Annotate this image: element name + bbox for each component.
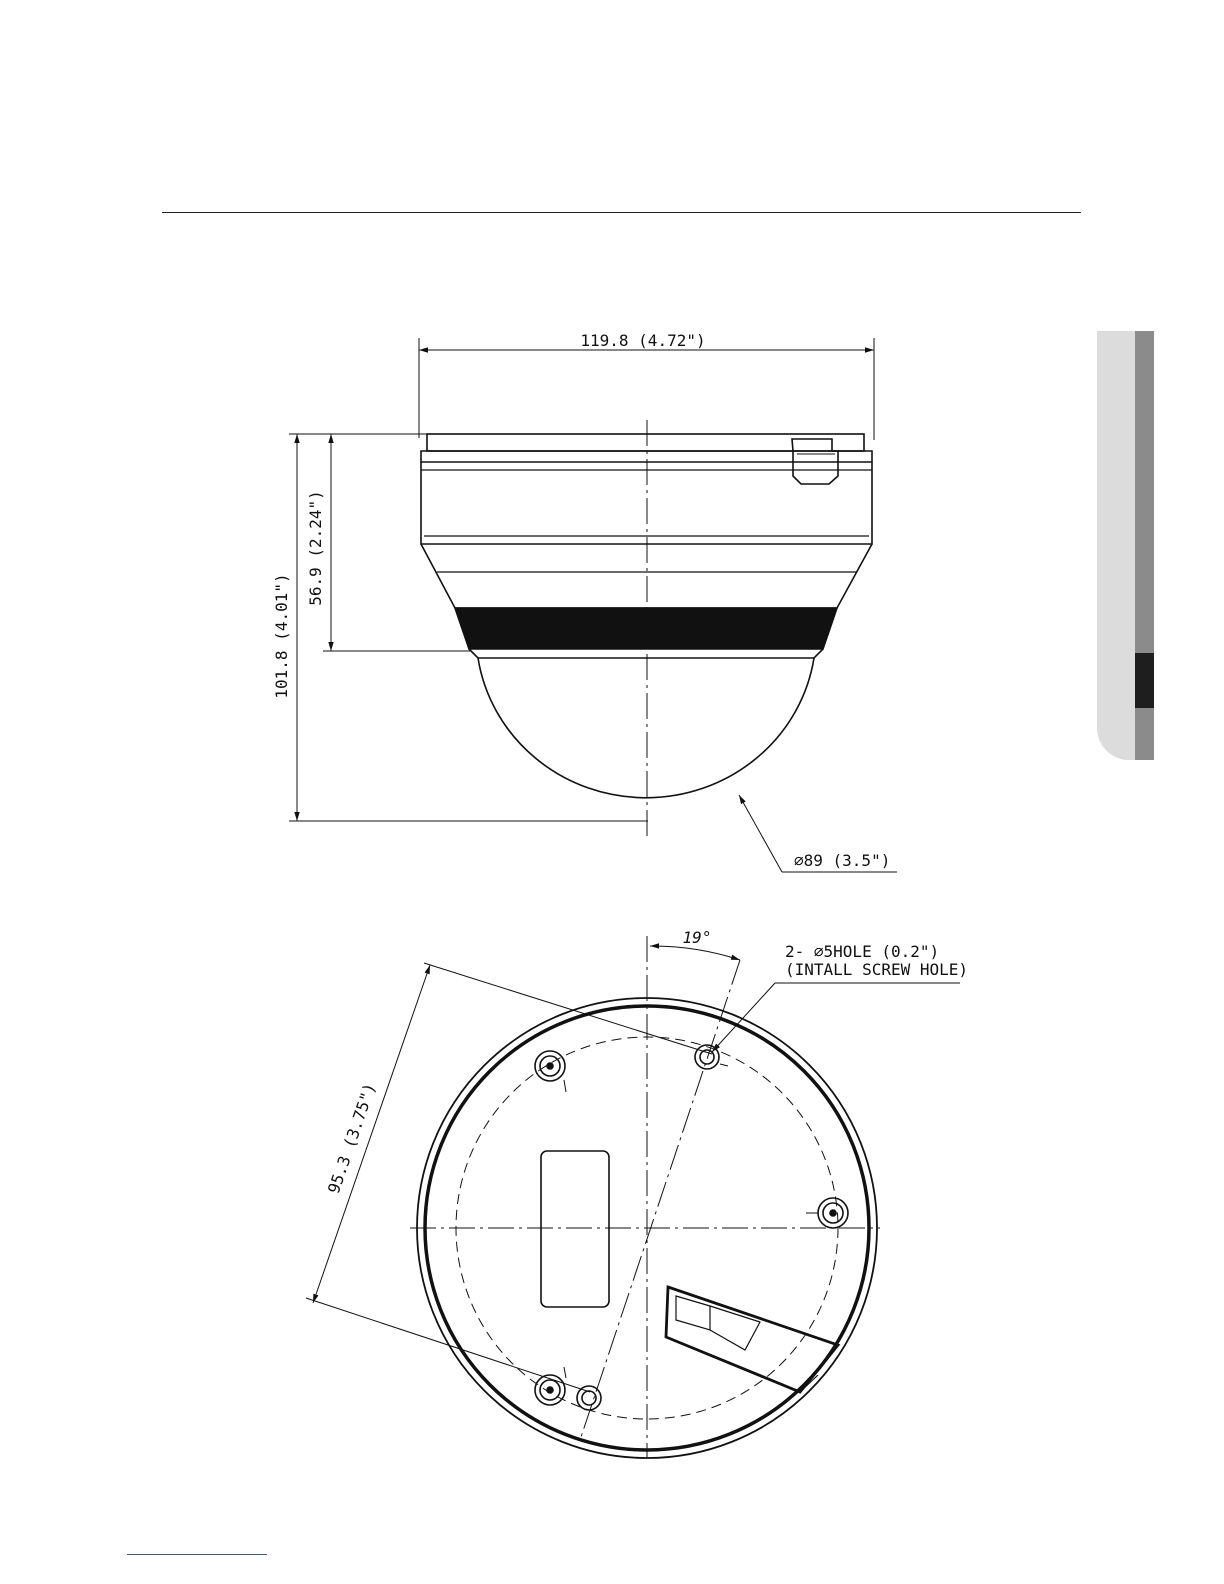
diagonal-dimension-line (313, 965, 430, 1303)
label-window (541, 1151, 609, 1307)
hole-axis-line (580, 960, 740, 1440)
width-label: 119.8 (4.72") (580, 331, 706, 350)
screw-boss-right (806, 1198, 848, 1228)
hole-label-line1: 2- ∅5HOLE (0.2") (785, 942, 940, 961)
install-hole-bottom (577, 1386, 601, 1410)
cable-notch (666, 1287, 838, 1392)
angle-label: 19° (682, 928, 712, 947)
footer-rule (127, 1554, 267, 1555)
total-height-label: 101.8 (4.01") (272, 573, 291, 699)
dome (478, 658, 814, 798)
angle-arc (650, 946, 740, 960)
diameter-leader (739, 795, 782, 872)
hole-label-line2: (INTALL SCREW HOLE) (785, 960, 969, 979)
bottom-view (306, 936, 960, 1458)
dome-diameter-label: ∅89 (3.5") (794, 851, 891, 870)
dome-lip (469, 649, 823, 658)
screw-boss-bottom-left (535, 1367, 566, 1405)
upper-height-label: 56.9 (2.24") (306, 490, 325, 606)
diag-ext-bottom (306, 1298, 590, 1392)
side-view (289, 338, 897, 872)
black-band (455, 608, 837, 649)
diagonal-label: 95.3 (3.75") (324, 1080, 380, 1196)
screw-boss-top-left (535, 1051, 566, 1092)
mount-top-plate (427, 434, 864, 451)
